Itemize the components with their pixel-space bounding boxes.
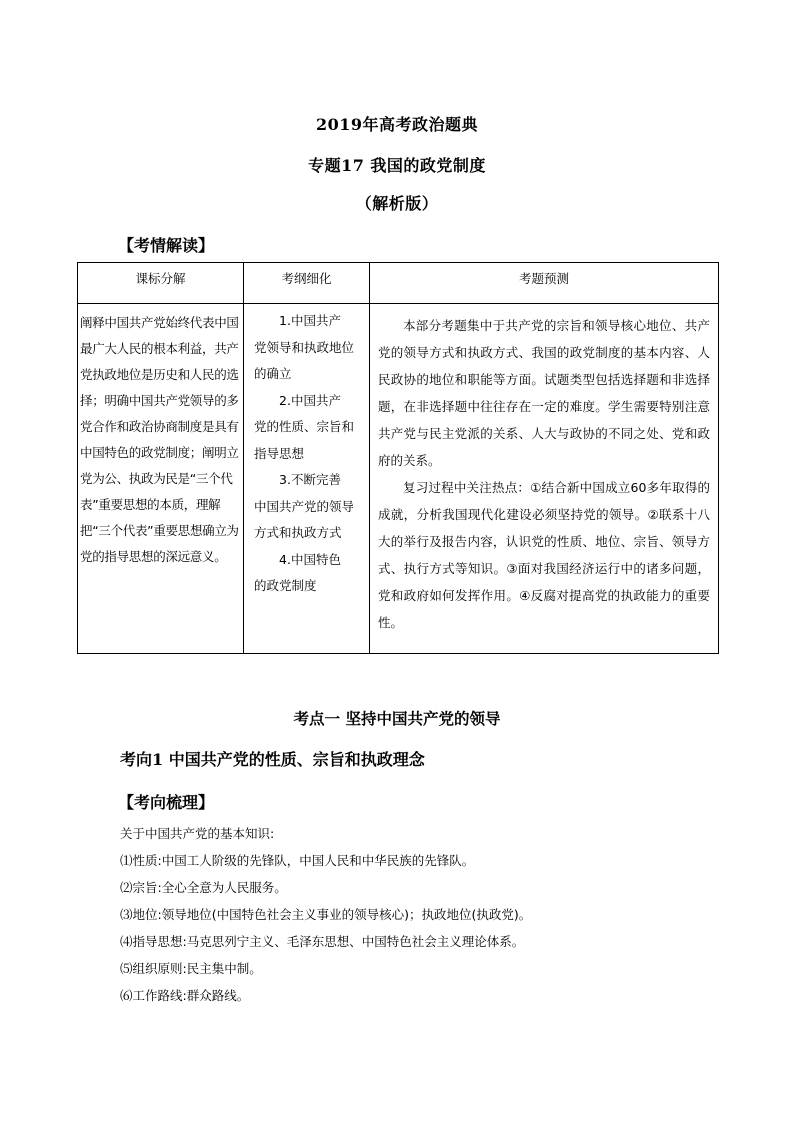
kaoti-cell [370,304,719,654]
knowledge-list [120,820,531,1009]
kaoqing-table [77,262,719,654]
table-header-row [78,263,719,304]
list-item: ⑵宗旨:全心全意为人民服务。 [120,880,287,895]
kaogang-item: 2.中国共产 [279,392,341,408]
list-item: ⑷指导思想:马克思列宁主义、毛泽东思想、中国特色社会主义理论体系。 [120,934,525,949]
list-item: ⑸组织原则:民主集中制。 [120,961,262,976]
list-item: ⑹工作路线:群众路线。 [120,988,250,1003]
kaogang-cell [244,304,370,654]
list-intro: 关于中国共产党的基本知识: [120,826,275,841]
kaogang-item-rest: 党的性质、宗旨和指导思想 [254,419,355,461]
doc-subtitle: 专题17 我国的政党制度 [308,156,486,175]
kaoti-paragraph: 本部分考题集中于共产党的宗旨和领导核心地位、共产党的领导方式和执政方式、我国的政党制度的基本内容、人民政协的地位和职能等方面。试题类型包括选择题和非选择题，在非选择题中往往存在一定的难度。学生需要特别注意共产党与民主党派的关系、人大与政协的不同之处、党和政府的关系。 [378,318,710,468]
kaogang-item: 4.中国特色 [279,551,341,567]
list-item: ⑶地位:领导地位(中国特色社会主义事业的领导核心)；执政地位(执政党)。 [120,907,532,922]
kaogang-item-rest: 的政党制度 [254,578,317,593]
kaodian-heading: 考点一 坚持中国共产党的领导 [293,709,501,728]
kaoti-paragraph: 复习过程中关注热点：①结合新中国成立60多年取得的成就，分析我国现代化建设必须坚持党的领导。②联系十八大的举行及报告内容，认识党的性质、地位、宗旨、领导方式、执行方式等知识。③面对我国经济运行中的诸多问题，党和政府如何发挥作用。④反腐对提高党的执政能力的重要性。 [378,480,710,630]
table-header-cell: 课标分解 [78,263,244,304]
section-kaoqing-heading: 【考情解读】 [118,236,215,255]
table-header-cell: 考纲细化 [244,263,370,304]
kaogang-item: 1.中国共产 [279,313,341,328]
kaoxiang-heading: 考向1 中国共产党的性质、宗旨和执政理念 [120,750,425,769]
kaogang-item: 3.不断完善 [279,472,341,487]
kebiao-cell: 阐释中国共产党始终代表中国最广大人民的根本利益，共产党执政地位是历史和人民的选择；明确中国共产党领导的多党合作和政治协商制度是具有中国特色的政党制度；阐明立党为公、执政为民是“三个代表”重要思想的本质，理解把“三个代表”重要思想确立为党的指导思想的深远意义。 [78,304,244,654]
kaogang-item-rest: 中国共产党的领导方式和执政方式 [254,498,355,540]
doc-title: 2019年高考政治题典 [315,115,479,134]
section-shuli-heading: 【考向梳理】 [118,793,215,812]
list-item: ⑴性质:中国工人阶级的先锋队，中国人民和中华民族的先锋队。 [120,853,475,868]
doc-edition: （解析版） [355,194,439,213]
table-row [78,304,719,654]
kaogang-item-rest: 党领导和执政地位的确立 [254,339,355,381]
table-header-cell: 考题预测 [370,263,719,304]
